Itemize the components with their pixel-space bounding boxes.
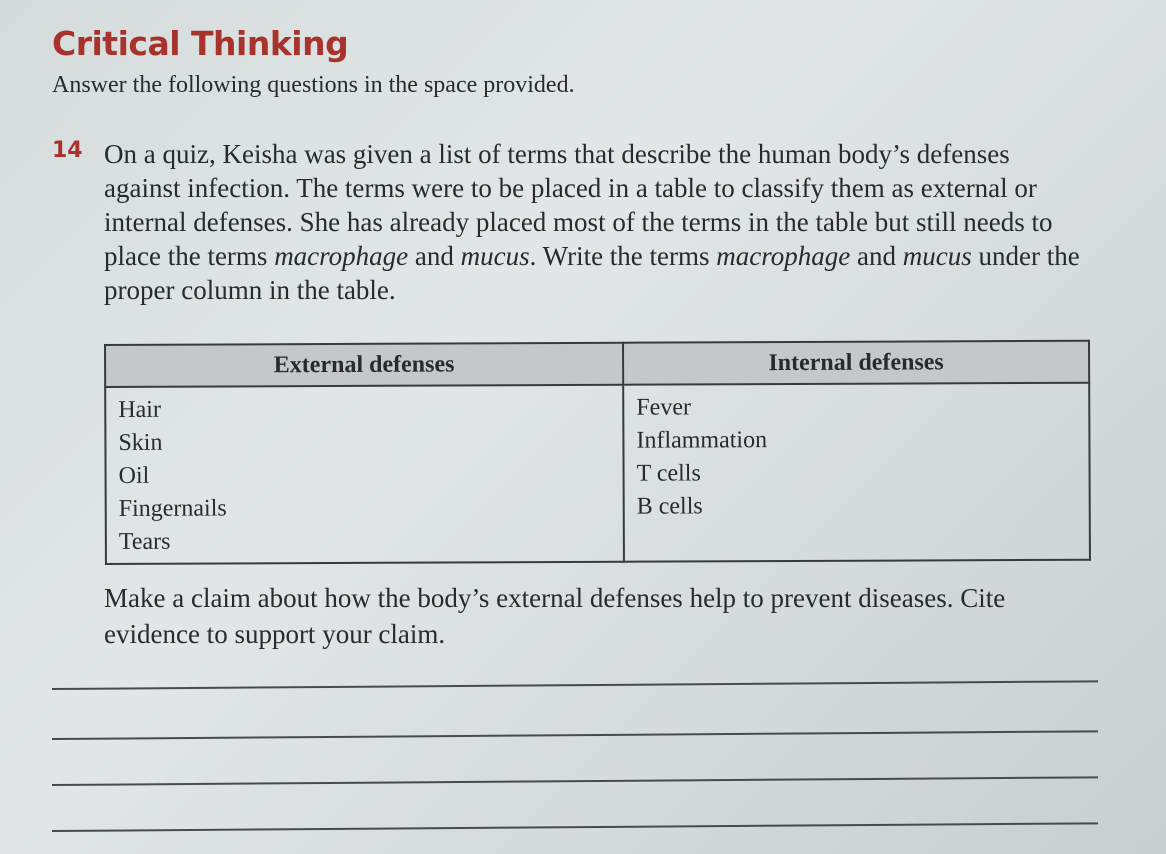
- external-term: Oil: [118, 462, 150, 489]
- defenses-table: [104, 340, 1091, 565]
- question-text: [104, 137, 1084, 307]
- answer-line[interactable]: [52, 730, 1098, 740]
- question-text-part: under the proper column in the table.: [104, 241, 1080, 305]
- external-term: Tears: [118, 528, 171, 555]
- table-header-row: [105, 341, 1089, 387]
- internal-defenses-header: Internal defenses: [623, 341, 1089, 385]
- term-mucus: mucus: [460, 241, 530, 271]
- table-row: [105, 383, 1090, 564]
- term-mucus: mucus: [902, 241, 972, 271]
- term-macrophage: macrophage: [716, 241, 851, 271]
- answer-line[interactable]: [52, 822, 1098, 832]
- answer-line[interactable]: [52, 680, 1098, 690]
- internal-defenses-cell[interactable]: [623, 383, 1090, 562]
- question-number: 14: [52, 138, 83, 163]
- section-heading: Critical Thinking: [52, 24, 349, 63]
- term-macrophage: macrophage: [274, 241, 409, 271]
- external-term: Skin: [118, 429, 163, 456]
- answer-line[interactable]: [52, 776, 1098, 786]
- internal-term: T cells: [636, 460, 701, 487]
- external-term: Hair: [118, 396, 162, 423]
- external-defenses-cell[interactable]: [105, 385, 624, 564]
- question-text-part: On a quiz, Keisha was given a list of terms that describe the human body’s defenses against infection. The terms were to be placed in a table to classify them as external or internal defenses. She has already placed most of the terms in the table but still needs to place the terms: [104, 139, 1053, 271]
- internal-term: Fever: [636, 394, 691, 421]
- internal-term: Inflammation: [636, 427, 768, 454]
- question-text-part: . Write the terms: [529, 241, 717, 271]
- internal-term: B cells: [636, 493, 703, 520]
- instructions-text: Answer the following questions in the space provided.: [52, 72, 575, 98]
- external-defenses-header: External defenses: [105, 343, 623, 387]
- question-text-part: and: [408, 241, 461, 271]
- external-term: Fingernails: [118, 495, 227, 522]
- question-text-part: and: [850, 241, 903, 271]
- claim-prompt: Make a claim about how the body’s external defenses help to prevent diseases. Cite evidence to support your claim.: [104, 583, 1006, 649]
